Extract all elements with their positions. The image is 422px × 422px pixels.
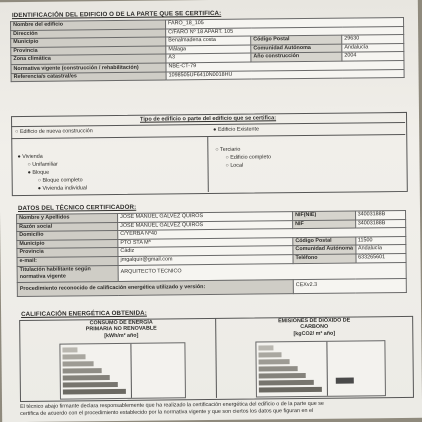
- row-label2: NIF: [293, 220, 356, 229]
- scale-bar: [259, 359, 290, 364]
- row-value: JOSE MANUEL GALVEZ QUIROS: [118, 212, 293, 222]
- option-local[interactable]: ○ Local: [225, 162, 244, 169]
- heading-line: CARBONO: [300, 324, 329, 331]
- row-label: Normativa vigente (construcción / rehabilitación): [11, 63, 166, 73]
- option-new-building[interactable]: ○ Edificio de nueva construcción: [15, 128, 93, 136]
- row-value: Cádiz: [118, 246, 293, 256]
- option-label: Bloque completo: [42, 177, 83, 184]
- row-label: Dirección: [11, 29, 166, 39]
- row-value: CEXv2.3: [293, 278, 406, 293]
- co2-rating-scale: [255, 340, 386, 397]
- row-label2: Año construcción: [251, 52, 342, 62]
- row-label: Razón social: [17, 222, 118, 232]
- heading-line: [kgCO2/ m² año]: [293, 330, 336, 337]
- option-label: Unifamiliar: [32, 161, 58, 168]
- row-value2: Andalucía: [355, 245, 405, 254]
- row-label: Municipio: [17, 239, 118, 249]
- row-label: Zona climática: [11, 54, 166, 64]
- row-label: Referencia/s catastral/es: [11, 72, 166, 82]
- row-value: 1098505UF6410N0018HU: [166, 69, 404, 80]
- declaration-line: El técnico abajo firmante declara responsablemente que ha realizado la certificación energética del edificio o de la parte que se: [20, 400, 324, 410]
- divider: [326, 342, 328, 396]
- row-value2: 29630: [342, 35, 404, 44]
- row-label2: Teléfono: [293, 254, 356, 263]
- row-value: NBE-CT-79: [166, 60, 404, 71]
- option-label: Terciario: [219, 146, 241, 153]
- row-value: C/YERBA Nº40: [118, 228, 406, 240]
- section4-title: CALIFICACIÓN ENERGÉTICA OBTENIDA:: [21, 309, 147, 318]
- row-value: Benalmadena costa: [166, 36, 251, 45]
- rating-indicator-arrow: [336, 378, 354, 384]
- row-label: Nombre y Apellidos: [17, 213, 118, 223]
- energy-consumption-heading: [41, 319, 201, 340]
- section3-title: DATOS DEL TÉCNICO CERTIFICADOR:: [17, 203, 137, 213]
- page-top-title: [118, 0, 318, 5]
- row-value: JOSE MANUEL GALVEZ QUIROS: [118, 220, 293, 230]
- option-edificio-completo[interactable]: ○ Edificio completo: [225, 154, 271, 161]
- row-label2: Comunidad Autónoma: [251, 44, 342, 54]
- row-label: Provincia: [17, 248, 118, 258]
- scale-bar: [63, 375, 110, 380]
- divider: [130, 344, 132, 398]
- option-terciario[interactable]: ○ Terciario: [215, 146, 241, 153]
- row-label: e-mail:: [17, 256, 118, 266]
- row-label: Domicilio: [17, 231, 118, 241]
- row-value2: 633265601: [356, 253, 406, 262]
- heading-line: EMISIONES DE DIÓXIDO DE: [278, 317, 351, 325]
- row-label2: NIF(NIE): [293, 211, 356, 220]
- option-vivienda[interactable]: ● Vivienda: [17, 153, 43, 161]
- heading-line: CONSUMO DE ENERGÍA: [89, 319, 153, 327]
- declaration-line: certifica de acuerdo con el procedimiento establecido por la normativa vigente y que son ciertos los datos que figuran en el: [20, 407, 314, 417]
- row-label: Provincia: [11, 46, 166, 56]
- heading-line: [kWh/m² año]: [104, 332, 139, 339]
- section2-title: Tipo de edificio o parte del edificio que se certifica:: [139, 115, 277, 123]
- option-label: Vivienda: [22, 153, 43, 160]
- scale-bar: [259, 373, 306, 378]
- heading-line: PRIMARIA NO RENOVABLE: [85, 325, 157, 333]
- energy-rating-scale: [59, 342, 186, 399]
- row-value2: Andalucía: [342, 43, 404, 52]
- row-label2: Comunidad Autónoma: [293, 245, 356, 254]
- scale-bar: [259, 380, 314, 386]
- row-label: Municipio: [11, 37, 166, 47]
- row-label: Titulación habilitante según normativa vigente: [17, 265, 118, 282]
- row-value2: 34003188B: [355, 219, 405, 228]
- scale-bar: [259, 387, 322, 393]
- scale-bar: [259, 366, 298, 371]
- row-value2: 2004: [342, 52, 404, 61]
- scale-bar: [63, 368, 102, 373]
- row-label2: Código Postal: [251, 35, 342, 45]
- row-value: A3: [166, 53, 251, 62]
- row-value: Málaga: [166, 45, 251, 54]
- scale-bar: [258, 345, 273, 350]
- scale-bar: [63, 361, 94, 366]
- row-value2: 11500: [355, 236, 405, 245]
- option-label: Edificio Existente: [217, 126, 260, 133]
- option-label: Local: [230, 162, 244, 169]
- option-vivienda-individual[interactable]: ● Vivienda individual: [37, 185, 88, 192]
- option-bloque[interactable]: ● Bloque: [27, 169, 50, 176]
- scale-bar: [62, 347, 77, 352]
- row-label: Procedimiento reconocido de calificación energética utilizado y versión:: [17, 279, 293, 296]
- scale-bar: [258, 352, 281, 357]
- row-value: ARQUITECTO TECNICO: [118, 262, 406, 281]
- declaration-text: [20, 400, 410, 417]
- option-label: Edificio completo: [230, 154, 271, 161]
- row-label: Nombre del edificio: [11, 20, 166, 30]
- option-label: Bloque: [32, 169, 50, 176]
- technician-table: [16, 210, 407, 297]
- row-value: FARO_18_105: [166, 17, 404, 28]
- table-row: [17, 278, 406, 296]
- scale-bar: [63, 382, 118, 388]
- row-value2: 34003188B: [355, 210, 405, 219]
- option-bloque-completo[interactable]: ○ Bloque completo: [37, 177, 83, 184]
- option-label: Vivienda individual: [42, 185, 88, 192]
- option-label: Edificio de nueva construcción: [19, 128, 93, 135]
- row-value: PTO STA Mª: [118, 237, 293, 247]
- row-value: jmgalquir@gmail.com: [118, 255, 293, 265]
- building-id-table: [10, 17, 405, 82]
- option-unifamiliar[interactable]: ○ Unifamiliar: [27, 161, 58, 168]
- row-label2: Código Postal: [293, 237, 356, 246]
- section1-title: IDENTIFICACIÓN DEL EDIFICIO O DE LA PARTE QUE SE CERTIFICA:: [11, 9, 222, 20]
- option-existing-building[interactable]: ● Edificio Existente: [213, 126, 260, 133]
- co2-emissions-heading: [229, 317, 399, 338]
- row-value: C/FARO Nº 18 APART. 105: [166, 26, 404, 37]
- scale-bar: [63, 389, 126, 395]
- scale-bar: [63, 354, 86, 359]
